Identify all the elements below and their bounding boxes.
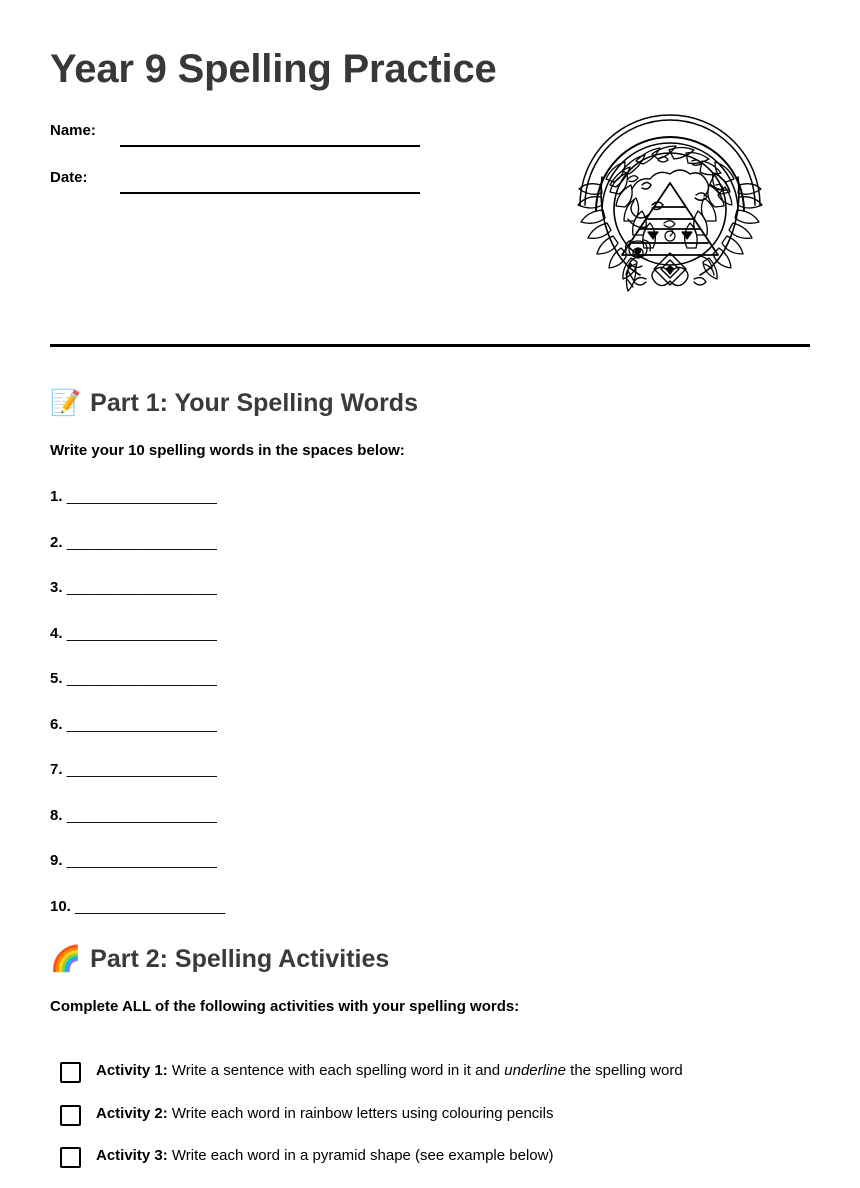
part2-heading	[50, 944, 389, 974]
list-item	[60, 1103, 850, 1146]
spelling-words-list	[50, 487, 410, 942]
word-blank[interactable]: __________________	[66, 761, 217, 778]
activity-3-desc-before: Write each word in a pyramid shape (see example below)	[167, 1147, 554, 1164]
activity-3-label: Activity 3:	[96, 1147, 168, 1164]
word-blank[interactable]: __________________	[66, 806, 217, 824]
word-number: 2.	[50, 533, 63, 551]
word-number: 8.	[50, 806, 63, 824]
word-number: 6.	[50, 715, 63, 733]
memo-icon: 📝	[50, 389, 82, 417]
part1-instruction: Write your 10 spelling words in the spaces below:	[50, 442, 405, 459]
part2-title: Part 2: Spelling Activities	[90, 945, 390, 973]
activity-3-text	[96, 1145, 553, 1167]
part1-title: Part 1: Your Spelling Words	[90, 389, 418, 417]
activity-1-desc-italic: underline	[504, 1062, 566, 1079]
date-field-label: Date:	[50, 169, 88, 186]
list-item[interactable]	[50, 715, 410, 761]
word-blank[interactable]: __________________	[66, 488, 217, 505]
name-field-label: Name:	[50, 122, 96, 139]
rainbow-icon: 🌈	[50, 945, 82, 973]
activity-3-checkbox[interactable]	[60, 1147, 81, 1168]
activities-list	[60, 1060, 850, 1188]
date-field-rule[interactable]	[120, 192, 420, 194]
part2-instruction: Complete ALL of the following activities with your spelling words:	[50, 998, 520, 1015]
word-blank[interactable]: __________________	[66, 533, 217, 551]
activity-1-desc-before: Write a sentence with each spelling word in it and	[167, 1062, 505, 1079]
list-item	[60, 1145, 850, 1188]
part1-heading	[50, 388, 418, 418]
list-item[interactable]	[50, 851, 410, 897]
word-number: 7.	[50, 761, 63, 778]
list-item[interactable]	[50, 897, 410, 943]
name-field-rule[interactable]	[120, 145, 420, 147]
activity-1-checkbox[interactable]	[60, 1062, 81, 1083]
word-blank[interactable]: __________________	[66, 624, 217, 642]
activity-2-desc-before: Write each word in rainbow letters using colouring pencils	[167, 1104, 554, 1122]
word-number: 4.	[50, 624, 63, 642]
list-item[interactable]	[50, 669, 410, 715]
list-item[interactable]	[50, 533, 410, 579]
word-blank[interactable]: __________________	[66, 715, 217, 733]
word-number: 3.	[50, 579, 63, 596]
activity-1-label: Activity 1:	[96, 1062, 168, 1079]
word-blank[interactable]: __________________	[66, 579, 217, 596]
activity-2-text	[96, 1103, 553, 1125]
list-item[interactable]	[50, 760, 410, 806]
word-number: 10.	[50, 897, 71, 915]
word-number: 9.	[50, 852, 63, 869]
list-item[interactable]	[50, 806, 410, 852]
list-item[interactable]	[50, 487, 410, 533]
activity-1-desc-after: the spelling word	[566, 1062, 683, 1079]
word-number: 5.	[50, 670, 63, 687]
laurel-wreath-pyramid-emblem	[568, 93, 772, 297]
word-blank[interactable]: __________________	[75, 897, 226, 915]
word-blank[interactable]: __________________	[66, 670, 217, 687]
word-blank[interactable]: __________________	[66, 852, 217, 869]
page-title: Year 9 Spelling Practice	[50, 47, 497, 91]
activity-2-label: Activity 2:	[96, 1104, 168, 1122]
section-divider	[50, 344, 810, 347]
list-item	[60, 1060, 850, 1103]
list-item[interactable]	[50, 624, 410, 670]
word-number: 1.	[50, 488, 63, 505]
activity-1-text	[96, 1060, 683, 1082]
activity-2-checkbox[interactable]	[60, 1105, 81, 1126]
list-item[interactable]	[50, 578, 410, 624]
